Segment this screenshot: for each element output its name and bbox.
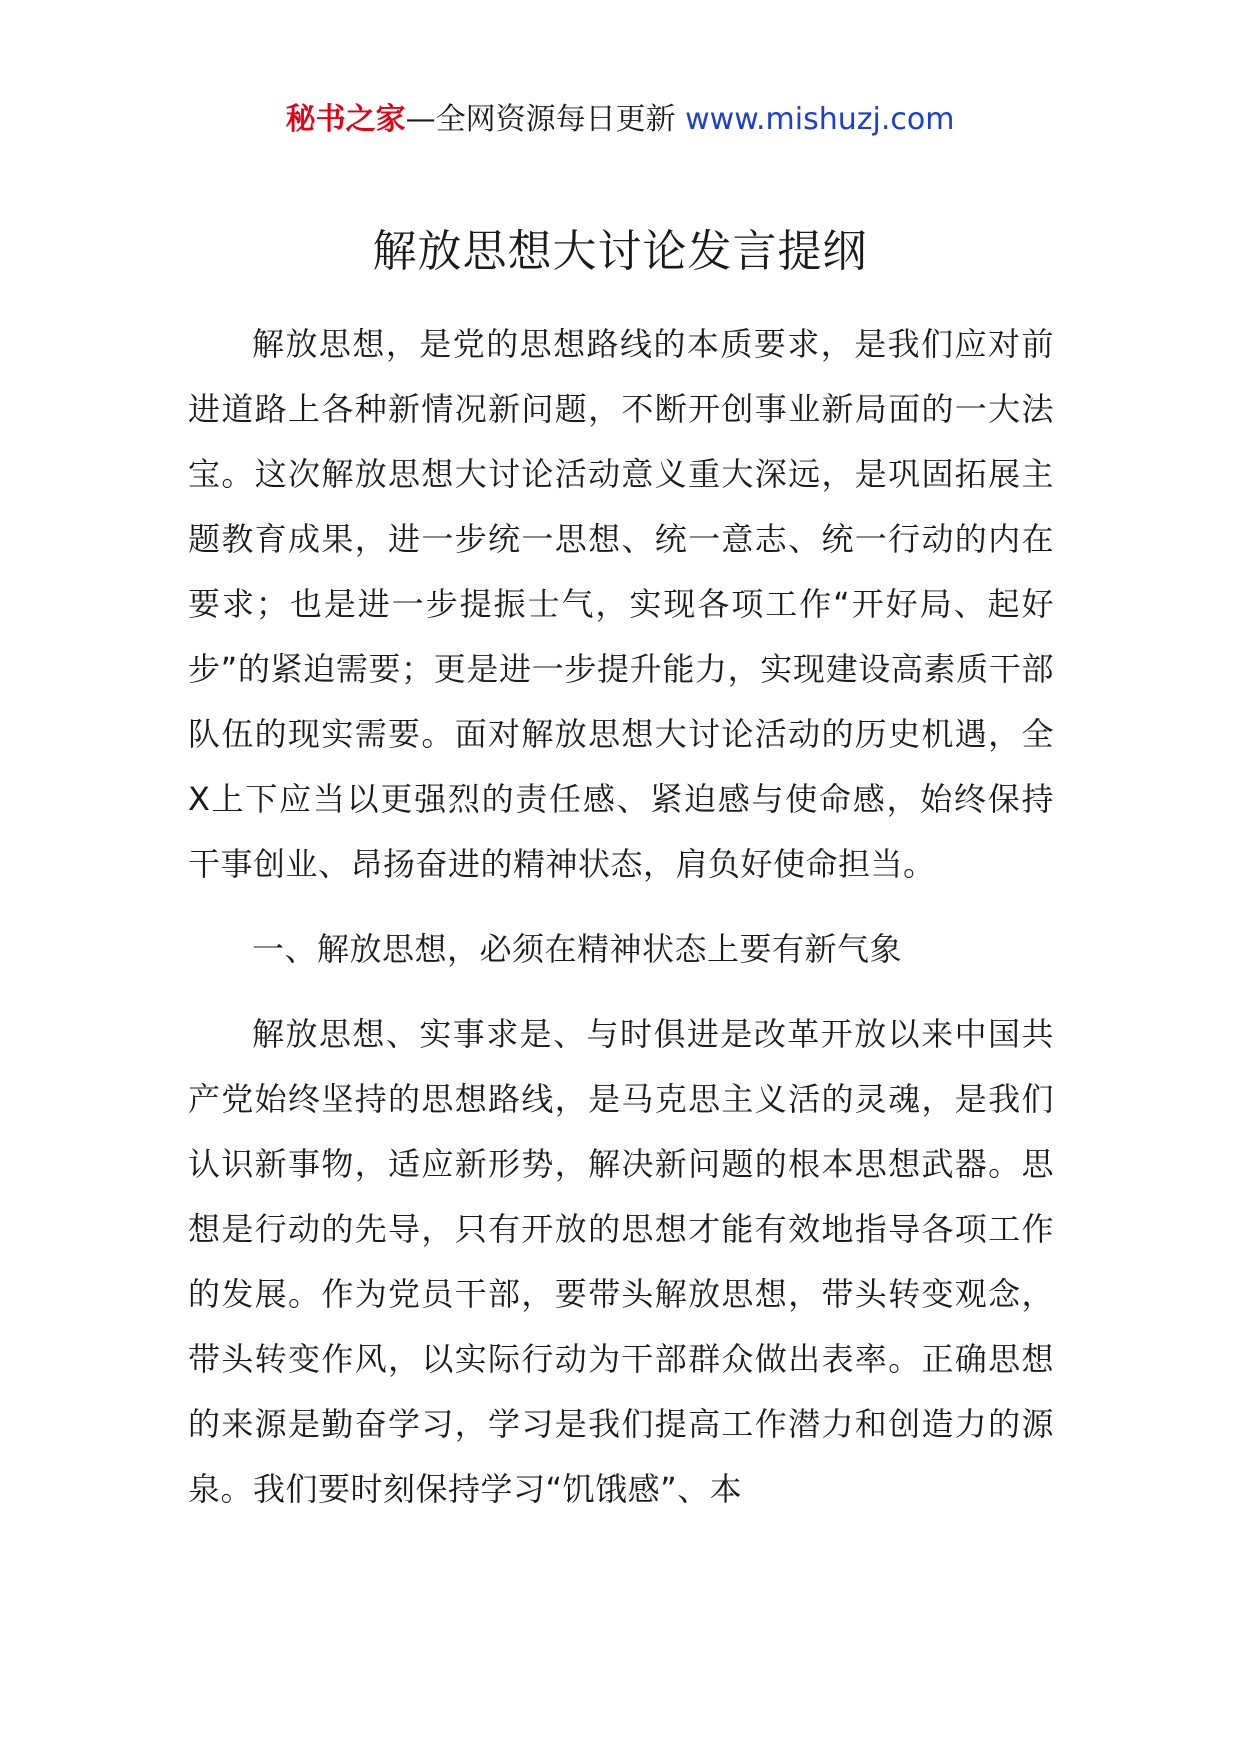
site-tagline: —全网资源每日更新 bbox=[405, 102, 676, 137]
site-brand: 秘书之家 bbox=[285, 102, 406, 137]
document-body bbox=[188, 312, 1054, 1522]
paragraph-section-1: 解放思想、实事求是、与时俱进是改革开放以来中国共产党始终坚持的思想路线，是马克思主义活的灵魂，是我们认识新事物，适应新形势，解决新问题的根本思想武器。思想是行动的先导，只有开放的思想才能有效地指导各项工作的发展。作为党员干部，要带头解放思想，带头转变观念，带头转变作风，以实际行动为干部群众做出表率。正确思想的来源是勤奋学习，学习是我们提高工作潜力和创造力的源泉。我们要时刻保持学习“饥饿感”、本 bbox=[188, 1015, 1054, 1508]
paragraph-intro: 解放思想，是党的思想路线的本质要求，是我们应对前进道路上各种新情况新问题，不断开创事业新局面的一大法宝。这次解放思想大讨论活动意义重大深远，是巩固拓展主题教育成果，进一步统一思想、统一意志、统一行动的内在要求；也是进一步提振士气，实现各项工作“开好局、起好步”的紧迫需要；更是进一步提升能力，实现建设高素质干部队伍的现实需要。面对解放思想大讨论活动的历史机遇，全X上下应当以更强烈的责任感、紧迫感与使命感，始终保持干事创业、昂扬奋进的精神状态，肩负好使命担当。 bbox=[188, 325, 1054, 883]
site-header bbox=[0, 100, 1240, 140]
section-heading-1: 一、解放思想，必须在精神状态上要有新气象 bbox=[252, 930, 903, 968]
site-url-link[interactable]: www.mishuzj.com bbox=[685, 102, 955, 137]
document-title: 解放思想大讨论发言提纲 bbox=[372, 226, 868, 277]
